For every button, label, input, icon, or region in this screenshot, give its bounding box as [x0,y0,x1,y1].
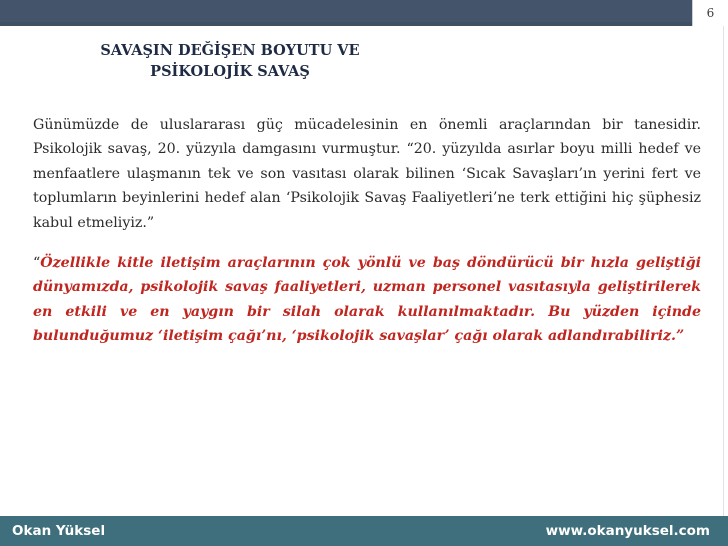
quote-open-mark: “ [33,255,41,272]
right-border-line [723,26,728,516]
slide-number [692,0,728,26]
quote-paragraph [33,251,701,349]
paragraph-1: Günümüzde de uluslararası güç mücadelesinin en önemli araçlarından bir tanesidir. Psikolojik savaş, 20. yüzyıla damgasını vurmuştur. “20. yüzyılda asırlar boyu milli hedef ve menfaatlere ulaşmanın tek ve son vasıtası olarak bilinen ‘Sıcak Savaşları’ın yerini fert ve toplumların beyinlerini hedef alan ‘Psikolojik Savaş Faaliyetleri’ne terk ettiğini hiç şüphesiz kabul etmeliyiz.” [33,117,701,231]
footer-website[interactable]: www.okanyuksel.com [545,523,710,539]
slide-body [33,113,701,349]
quote-close-mark: ” [675,328,685,345]
top-accent-line [0,22,728,26]
footer-author: Okan Yüksel [12,523,106,539]
slide-title-line2: PSİKOLOJİK SAVAŞ [150,63,310,80]
footer-bar [0,516,728,546]
slide-title-line1: SAVAŞIN DEĞİŞEN BOYUTU VE [100,42,360,59]
slide-title [60,40,400,82]
slide-number-text: 6 [706,6,715,20]
quote-text: Özellikle kitle iletişim araçlarının çok yönlü ve baş döndürücü bir hızla geliştiği dünyamızda, psikolojik savaş faaliyetleri, uzman personel vasıtasıyla geliştirilerek en etkili ve en yaygın bir silah olarak kullanılmaktadır. Bu yüzden içinde bulunduğumuz ‘iletişim çağı’nı, ‘psikolojik savaşlar’ çağı olarak adlandırabiliriz. [33,255,701,345]
